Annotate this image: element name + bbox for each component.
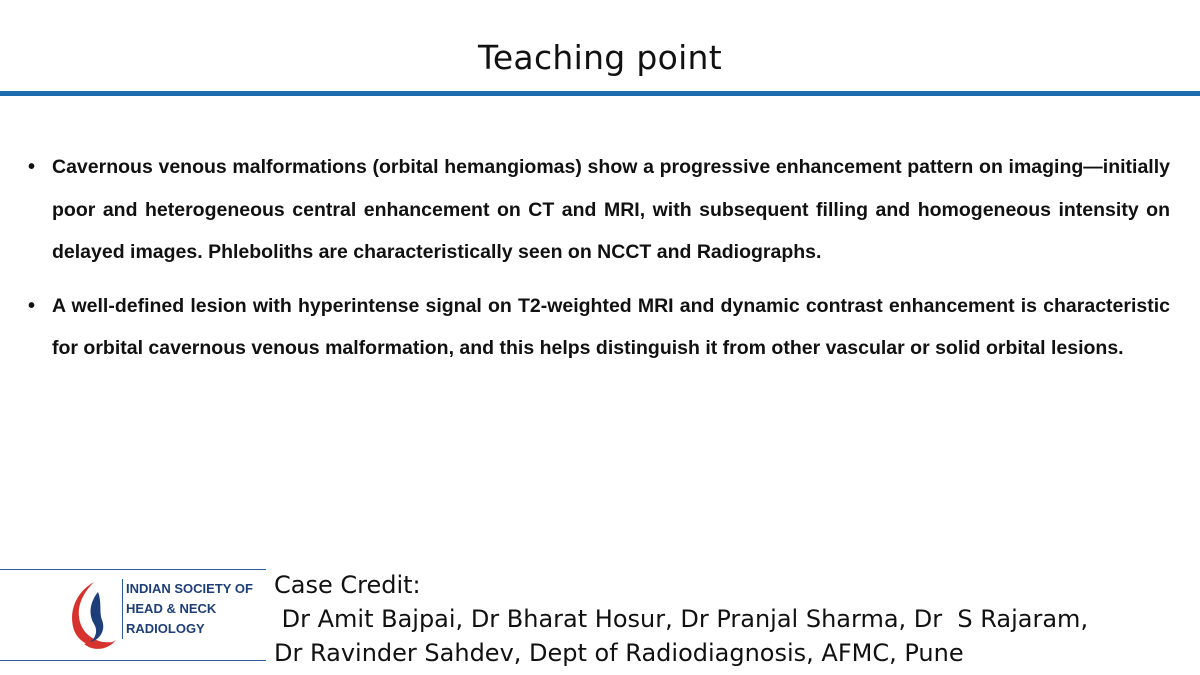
logo-line-2: HEAD & NECK (126, 601, 217, 616)
bullet-marker: • (28, 156, 36, 178)
bullet-marker: • (28, 294, 36, 317)
bullet-text: A well-defined lesion with hyperintense signal on T2-weighted MRI and dynamic contrast enhancement is characteristic for orbital cavernous venous malformation, and this helps distinguish it from other vascular or solid orbital lesions. (52, 294, 1170, 359)
society-logo (0, 569, 266, 661)
page-title: Teaching point (477, 38, 722, 77)
bullet-item (28, 285, 1170, 370)
credit-line-1 (274, 568, 1184, 636)
logo-line-1: INDIAN SOCIETY OF (126, 581, 253, 596)
logo-line-3: RADIOLOGY (126, 621, 205, 636)
bullet-list (28, 146, 1170, 381)
case-credit (274, 568, 1184, 670)
bullet-text: Cavernous venous malformations (orbital hemangiomas) show a progressive enhancement pattern on imaging—initially poor and heterogeneous central enhancement on CT and MRI, with subsequent filling and homogeneous intensity on delayed images. Phleboliths are characteristically seen on NCCT and Radiographs. (52, 156, 1170, 263)
credit-line-2: Dr Ravinder Sahdev, Dept of Radiodiagnosis, AFMC, Pune (274, 639, 964, 667)
credit-names-1: Dr Amit Bajpai, Dr Bharat Hosur, Dr Pranjal Sharma, Dr S Rajaram, (274, 605, 1089, 633)
bullet-item (28, 146, 1170, 274)
credit-label: Case Credit: (274, 571, 421, 599)
logo-text (122, 579, 268, 639)
title-divider (0, 91, 1200, 96)
ishnr-logo-icon (64, 578, 120, 654)
